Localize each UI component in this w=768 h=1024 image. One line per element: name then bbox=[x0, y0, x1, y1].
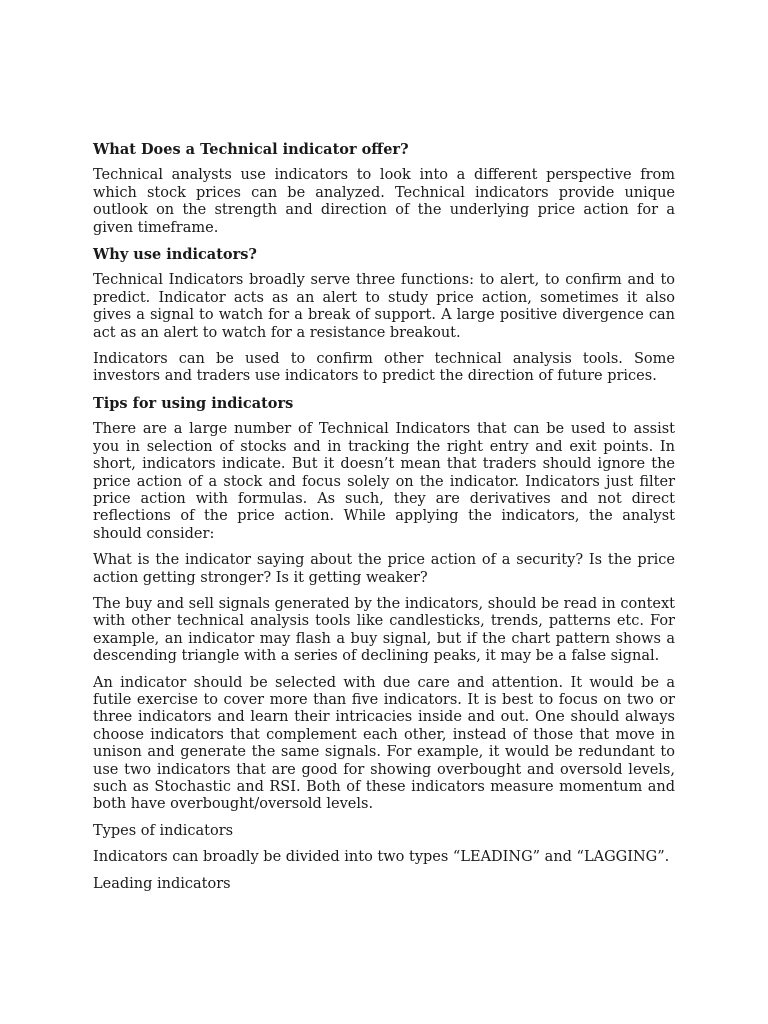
paragraph-types-of-indicators: Types of indicators bbox=[93, 822, 234, 839]
paragraph-three-functions: Technical Indicators broadly serve three functions: to alert, to confirm and to predict. Indicator acts as an alert to study price action, sometimes it also gives a signal to watch for a break of support. A large positive divergence can act as an alert to watch for a resistance breakout. bbox=[93, 272, 675, 341]
document-page bbox=[93, 141, 675, 902]
heading-tips-for-using-indicators: Tips for using indicators bbox=[93, 394, 294, 412]
paragraph-confirm-tools: Indicators can be used to confirm other technical analysis tools. Some investors and traders use indicators to predict the direction of future prices. bbox=[93, 351, 675, 385]
heading-why-use-indicators: Why use indicators? bbox=[93, 246, 257, 264]
paragraph-buy-sell-signals: The buy and sell signals generated by the indicators, should be read in context with other technical analysis tools like candlesticks, trends, patterns etc. For example, an indicator may flash a buy signal, but if the chart pattern shows a descending triangle with a series of declining peaks, it may be a false signal. bbox=[93, 595, 675, 665]
paragraph-two-types: Indicators can broadly be divided into two types “LEADING” and “LAGGING”. bbox=[93, 849, 670, 866]
paragraph-intro: Technical analysts use indicators to look into a different perspective from which stock prices can be analyzed. Technical indicators provide unique outlook on the strength and direction of the underlying price action for a given timeframe. bbox=[93, 167, 675, 236]
paragraph-large-number: There are a large number of Technical Indicators that can be used to assist you in selection of stocks and in tracking the right entry and exit points. In short, indicators indicate. But it doesn’t mean that traders should ignore the price action of a stock and focus solely on the indicator. Indicators just filter price action with formulas. As such, they are derivatives and not direct reflections of the price action. While applying the indicators, the analyst should consider: bbox=[93, 421, 675, 542]
paragraph-selection-care: An indicator should be selected with due care and attention. It would be a futile exercise to cover more than five indicators. It is best to focus on two or three indicators and learn their intricacies inside and out. One should always choose indicators that complement each other, instead of those that move in unison and generate the same signals. For example, it would be redundant to use two indicators that are good for showing overbought and oversold levels, such as Stochastic and RSI. Both of these indicators measure momentum and both have overbought/oversold levels. bbox=[93, 674, 675, 813]
heading-what-does-indicator-offer: What Does a Technical indicator offer? bbox=[93, 141, 409, 158]
paragraph-indicator-saying: What is the indicator saying about the price action of a security? Is the price action getting stronger? Is it getting weaker? bbox=[93, 552, 675, 586]
paragraph-leading-indicators: Leading indicators bbox=[93, 875, 231, 892]
